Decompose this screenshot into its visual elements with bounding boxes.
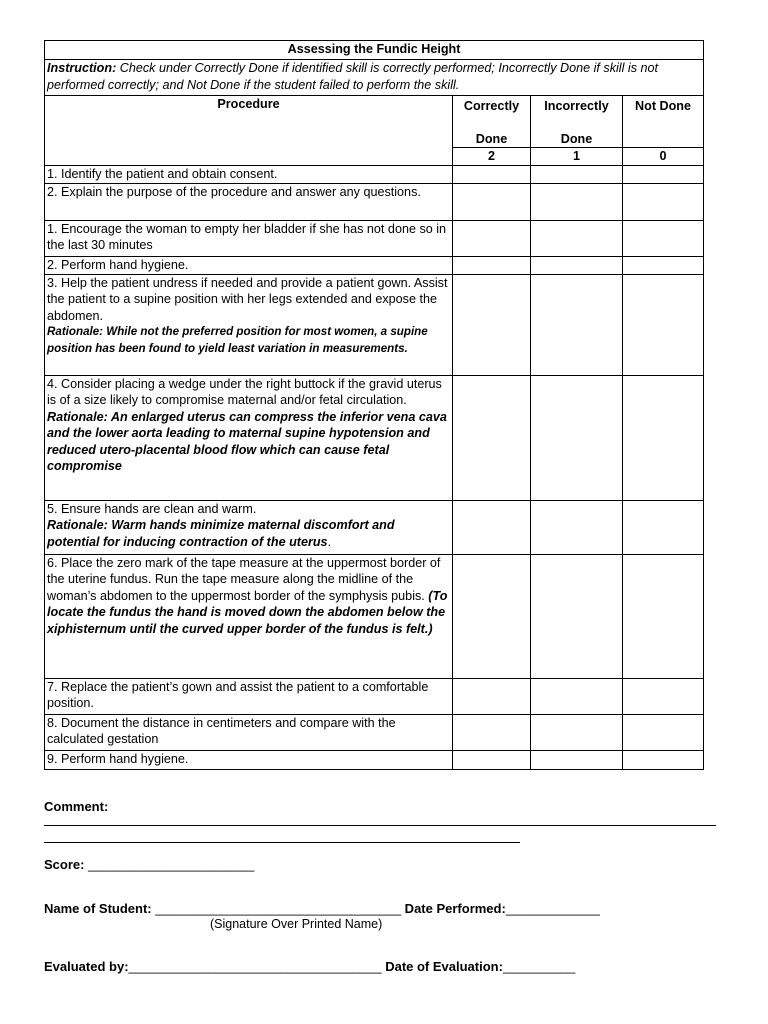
date-eval-label: Date of Evaluation: [381,959,503,974]
correct-checkbox[interactable] [453,678,531,714]
evaluated-label: Evaluated by: [44,959,129,974]
not-done-checkbox[interactable] [623,220,704,256]
step-text: 6. Place the zero mark of the tape measure at the uppermost border of the uterine fundus. Run the tape measure along the midline of the woman’s abdomen to the uppermost border of the symphysis pubis. [47,555,441,603]
table-row [45,714,704,750]
incorrect-checkbox[interactable] [531,554,623,678]
evaluator-field[interactable]: ___________________________________ [128,959,382,974]
not-done-checkbox[interactable] [623,678,704,714]
step-text: 5. Ensure hands are clean and warm. [47,501,257,516]
step-rationale: Rationale: Warm hands minimize maternal discomfort and potential for inducing contraction of the uterus [47,518,395,549]
step-text: 4. Consider placing a wedge under the right buttock if the gravid uterus is of a size likely to compromise maternal and/or fetal circulation. [47,376,442,407]
incorrect-checkbox[interactable] [531,375,623,500]
procedure-header: Procedure [45,96,453,166]
not-done-checkbox[interactable] [623,274,704,375]
table-row [45,183,704,220]
score-not-done: 0 [623,148,704,166]
signature-caption: (Signature Over Printed Name) [210,917,383,931]
table-row [45,375,704,500]
incorrect-checkbox[interactable] [531,220,623,256]
comment-line-2[interactable] [44,842,520,843]
incorrect-checkbox[interactable] [531,183,623,220]
evaluator-row [44,959,575,974]
correct-checkbox[interactable] [453,183,531,220]
comment-line-1[interactable] [44,825,716,826]
correctly-done-label: Done [475,131,508,146]
table-row [45,554,704,678]
correct-checkbox[interactable] [453,274,531,375]
table-row [45,678,704,714]
correct-checkbox[interactable] [453,256,531,274]
not-done-checkbox[interactable] [623,256,704,274]
correct-checkbox[interactable] [453,714,531,750]
incorrect-checkbox[interactable] [531,165,623,183]
step-cell [45,554,453,678]
not-done-checkbox[interactable] [623,554,704,678]
step-text: 2. Explain the purpose of the procedure and answer any questions. [45,183,453,220]
correct-checkbox[interactable] [453,165,531,183]
correct-checkbox[interactable] [453,220,531,256]
score-row [44,857,254,872]
incorrect-checkbox[interactable] [531,678,623,714]
score-correct: 2 [453,148,531,166]
not-done-label: Not Done [635,99,691,113]
step-text: 3. Help the patient undress if needed and provide a patient gown. Assist the patient to a supine position with her legs extended and expose the abdomen. [47,275,448,323]
correct-checkbox[interactable] [453,554,531,678]
comment-label: Comment: [44,799,109,814]
incorrect-checkbox[interactable] [531,256,623,274]
not-done-checkbox[interactable] [623,375,704,500]
step-cell [45,274,453,375]
step-text: 2. Perform hand hygiene. [45,256,453,274]
student-row [44,901,600,916]
table-row [45,274,704,375]
form-title: Assessing the Fundic Height [45,41,704,60]
student-label: Name of Student: [44,901,156,916]
instruction-label: Instruction: [47,61,117,75]
step-rationale: Rationale: While not the preferred position for most women, a supine position has been found to yield least variation in measurements. [47,325,428,355]
not-done-header [623,96,704,148]
incorrectly-label: Incorrectly [544,99,609,113]
step-text: 7. Replace the patient’s gown and assist the patient to a comfortable position. [45,678,453,714]
date-performed-field[interactable]: _____________ [505,901,600,916]
date-performed-label: Date Performed: [401,901,506,916]
score-incorrect: 1 [531,148,623,166]
table-row [45,256,704,274]
not-done-checkbox[interactable] [623,500,704,554]
incorrect-checkbox[interactable] [531,714,623,750]
correctly-label: Correctly [463,99,520,113]
not-done-checkbox[interactable] [623,750,704,769]
incorrectly-done-label: Done [560,131,593,146]
step-text: 8. Document the distance in centimeters and compare with the calculated gestation [45,714,453,750]
incorrect-checkbox[interactable] [531,750,623,769]
student-name-field[interactable]: __________________________________ [155,901,402,916]
step-rationale: Rationale: An enlarged uterus can compress the inferior vena cava and the lower aorta leading to maternal supine hypotension and reduced utero-placental blood flow which can cause fetal compromise [47,409,447,473]
table-row [45,165,704,183]
step-note: (To locate the fundus the hand is moved down the abdomen below the xiphisternum until the curved upper border of the fundus is felt.) [47,588,448,636]
step-text: 1. Identify the patient and obtain consent. [45,165,453,183]
table-row [45,750,704,769]
step-text: 1. Encourage the woman to empty her bladder if she has not done so in the last 30 minutes [45,220,453,256]
not-done-checkbox[interactable] [623,714,704,750]
correct-checkbox[interactable] [453,500,531,554]
correctly-done-header [453,96,531,148]
step-cell [45,375,453,500]
date-eval-field[interactable]: __________ [502,959,576,974]
checklist-table [44,40,704,770]
instruction-body: Check under Correctly Done if identified skill is correctly performed; Incorrectly Done if skill is not performed correctly; and Not Done if the student failed to perform the skill. [47,61,658,92]
score-field[interactable]: _______________________ [88,857,255,872]
incorrect-checkbox[interactable] [531,274,623,375]
correct-checkbox[interactable] [453,375,531,500]
incorrect-checkbox[interactable] [531,500,623,554]
step-period: . [327,534,332,549]
assessment-form [44,40,703,770]
step-cell [45,500,453,554]
step-text: 9. Perform hand hygiene. [45,750,453,769]
not-done-checkbox[interactable] [623,183,704,220]
table-row [45,500,704,554]
score-label: Score: [44,857,89,872]
not-done-checkbox[interactable] [623,165,704,183]
correct-checkbox[interactable] [453,750,531,769]
incorrectly-done-header [531,96,623,148]
instruction-text [45,60,704,96]
table-row [45,220,704,256]
